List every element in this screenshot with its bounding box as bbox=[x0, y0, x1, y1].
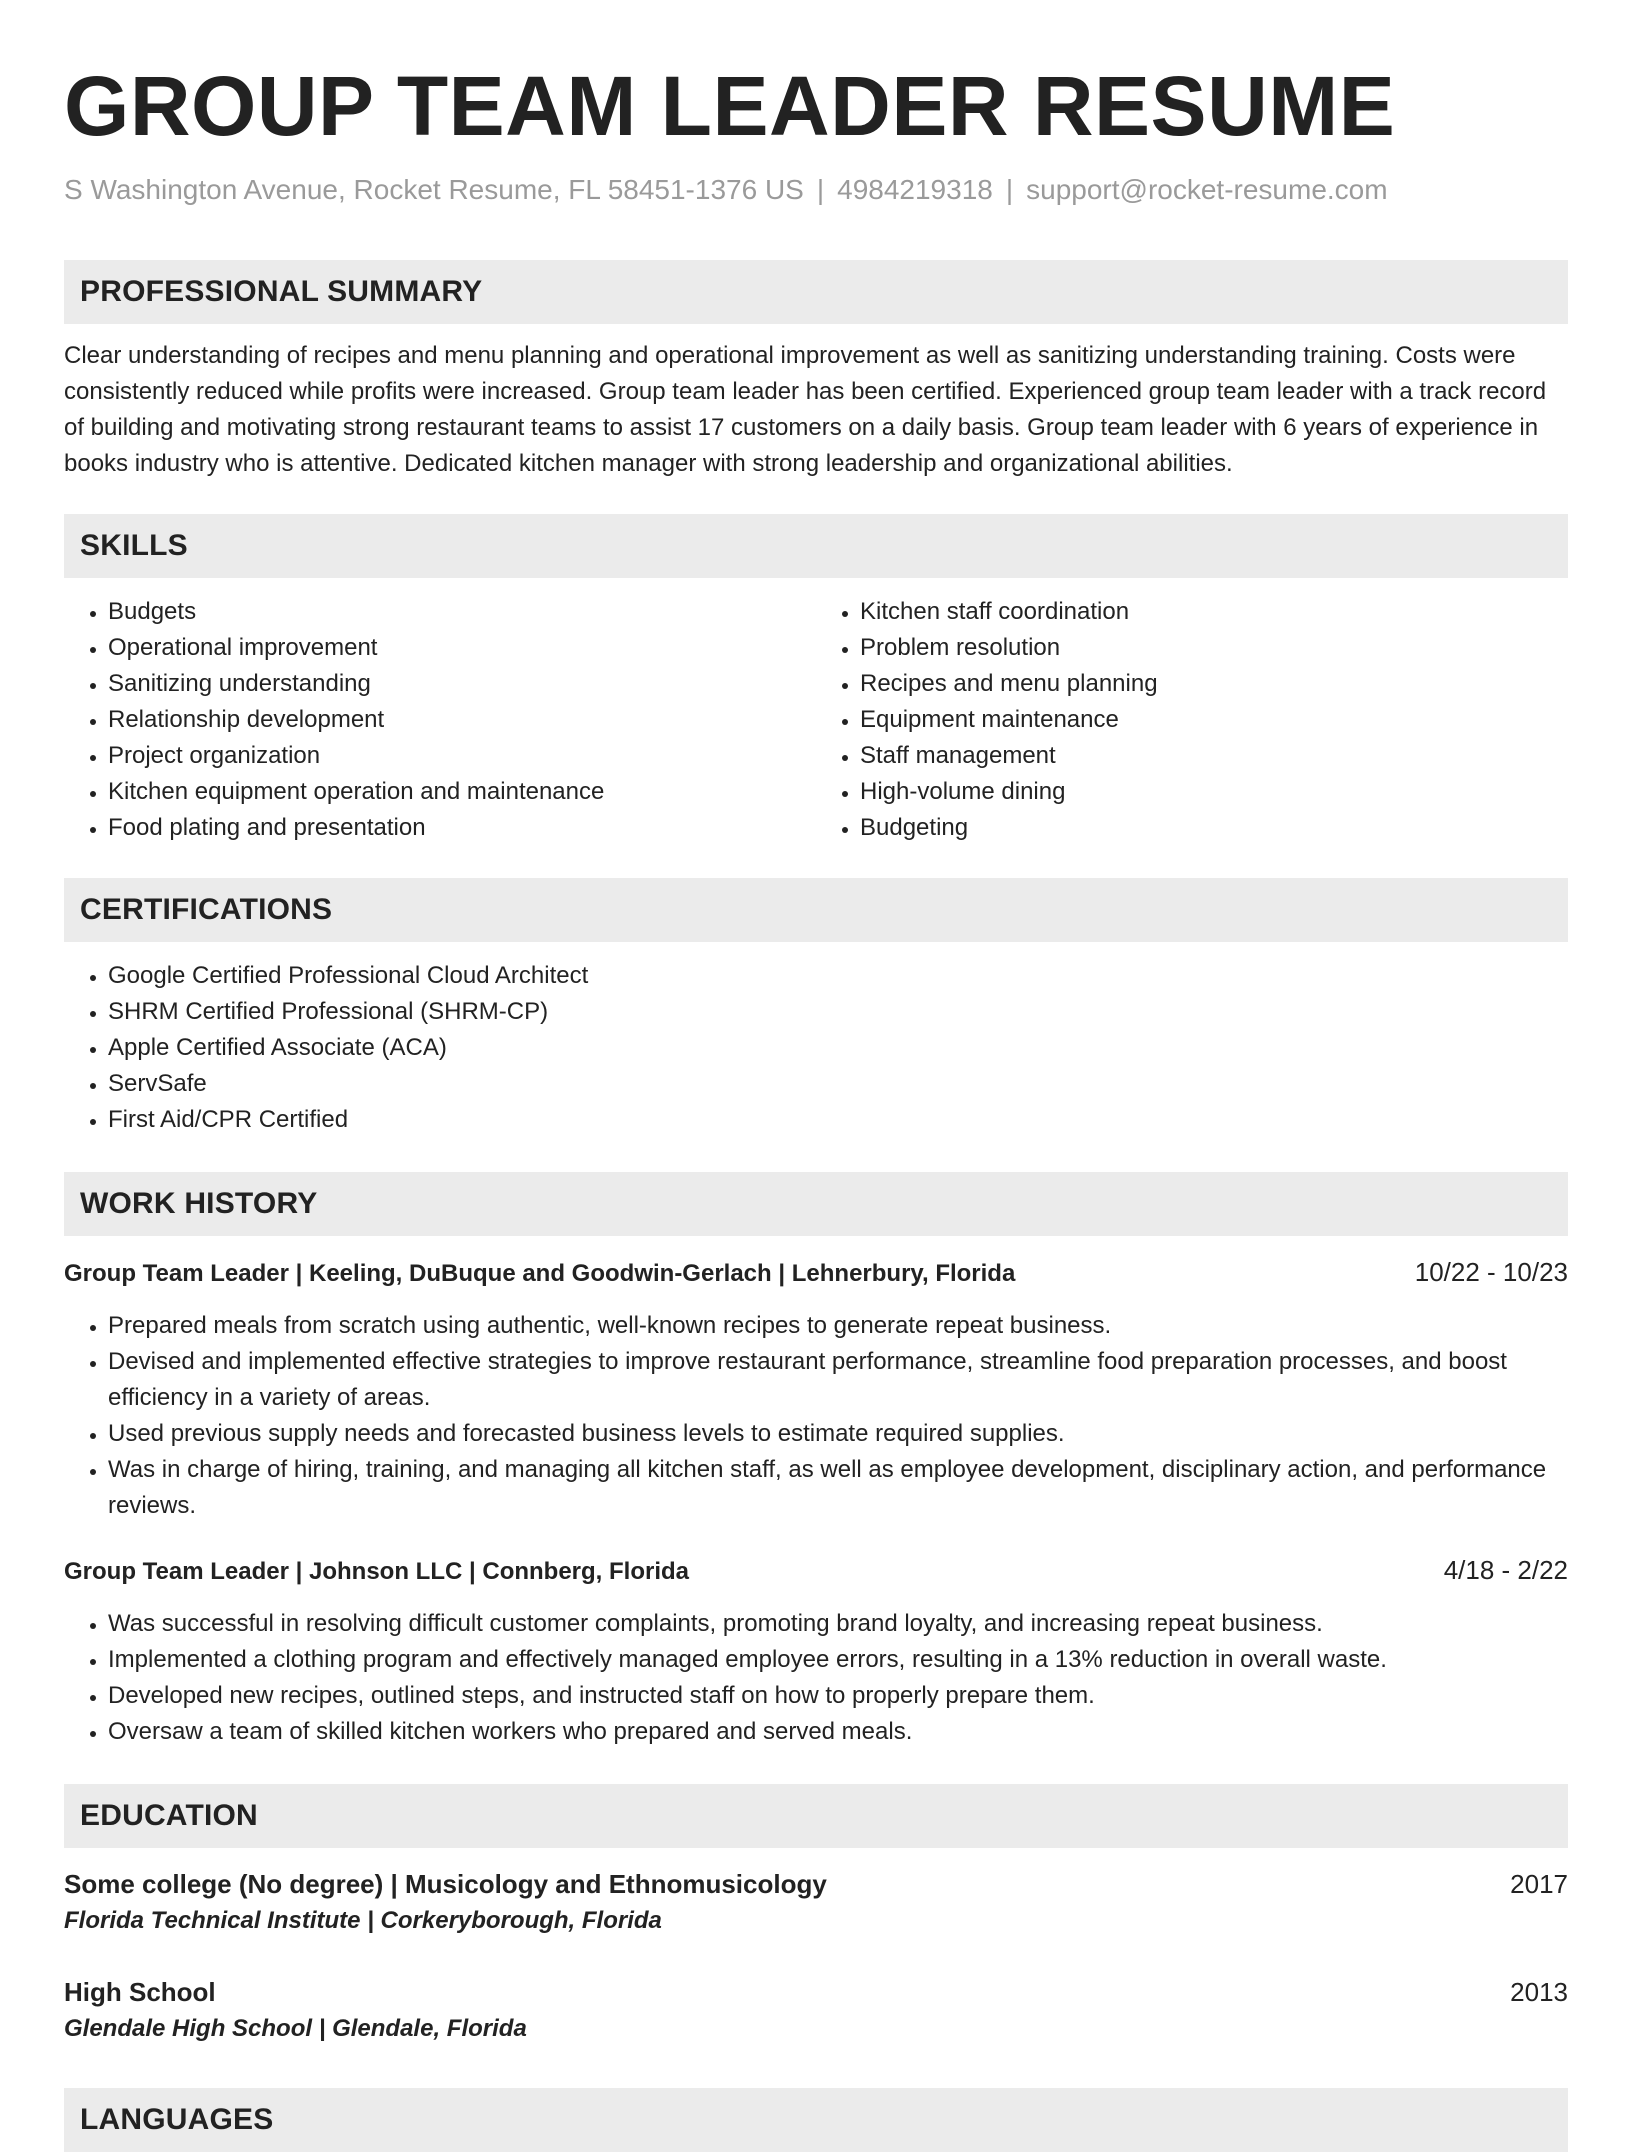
skill-item: • High-volume dining bbox=[860, 774, 1568, 810]
skill-item: • Staff management bbox=[860, 738, 1568, 774]
education-degree: Some college (No degree) | Musicology and Ethnomusicology bbox=[64, 1869, 827, 1899]
skill-item: • Problem resolution bbox=[860, 630, 1568, 666]
job-bullet: • Implemented a clothing program and effectively managed employee errors, resulting in a 13% reduction in overall waste. bbox=[108, 1642, 1568, 1678]
skill-item: • Project organization bbox=[108, 738, 816, 774]
skills-list-left bbox=[64, 594, 816, 846]
work-history-heading: WORK HISTORY bbox=[64, 1172, 1568, 1236]
education-year: 2017 bbox=[1510, 1869, 1568, 1899]
education-school: Glendale High School | Glendale, Florida bbox=[64, 2015, 527, 2042]
job-bullet: • Used previous supply needs and forecasted business levels to estimate required supplies. bbox=[108, 1416, 1568, 1452]
certification-item: • Google Certified Professional Cloud Architect bbox=[108, 958, 1568, 994]
languages-heading: LANGUAGES bbox=[64, 2088, 1568, 2152]
education-degree: High School bbox=[64, 1977, 216, 2007]
job-header bbox=[64, 1254, 1568, 1292]
education-year: 2013 bbox=[1510, 1977, 1568, 2007]
skills-grid bbox=[64, 594, 1568, 846]
skill-item: • Kitchen equipment operation and maintenance bbox=[108, 774, 816, 810]
job-bullet: • Was in charge of hiring, training, and managing all kitchen staff, as well as employee development, disciplinary action, and performance reviews. bbox=[108, 1452, 1568, 1524]
education-header bbox=[64, 1974, 1568, 2010]
job-bullet: • Was successful in resolving difficult customer complaints, promoting brand loyalty, and increasing repeat business. bbox=[108, 1606, 1568, 1642]
skill-item: • Recipes and menu planning bbox=[860, 666, 1568, 702]
job-title: Group Team Leader | Johnson LLC | Connberg, Florida bbox=[64, 1558, 690, 1585]
job-bullet: • Developed new recipes, outlined steps, and instructed staff on how to properly prepare them. bbox=[108, 1678, 1568, 1714]
job-title: Group Team Leader | Keeling, DuBuque and Goodwin-Gerlach | Lehnerbury, Florida bbox=[64, 1260, 1016, 1287]
skill-item: • Kitchen staff coordination bbox=[860, 594, 1568, 630]
education-heading: EDUCATION bbox=[64, 1784, 1568, 1848]
contact-email: support@rocket-resume.com bbox=[1026, 174, 1388, 205]
skill-item: • Operational improvement bbox=[108, 630, 816, 666]
skill-item: • Equipment maintenance bbox=[860, 702, 1568, 738]
education-header bbox=[64, 1866, 1568, 1902]
skill-item: • Relationship development bbox=[108, 702, 816, 738]
job-bullet: • Prepared meals from scratch using authentic, well-known recipes to generate repeat business. bbox=[108, 1308, 1568, 1344]
education-entry bbox=[64, 1974, 1568, 2048]
skill-item: • Budgeting bbox=[860, 810, 1568, 846]
contact-phone: 4984219318 bbox=[837, 174, 993, 205]
certifications-list bbox=[64, 958, 1568, 1138]
contact-address: S Washington Avenue, Rocket Resume, FL 58451-1376 US bbox=[64, 174, 804, 205]
certification-item: • Apple Certified Associate (ACA) bbox=[108, 1030, 1568, 1066]
skills-list-right bbox=[816, 594, 1568, 846]
job-bullet: • Devised and implemented effective strategies to improve restaurant performance, streamline food preparation processes, and boost efficiency in a variety of areas. bbox=[108, 1344, 1568, 1416]
certification-item: • First Aid/CPR Certified bbox=[108, 1102, 1568, 1138]
education-entry bbox=[64, 1866, 1568, 1940]
certification-item: • SHRM Certified Professional (SHRM-CP) bbox=[108, 994, 1568, 1030]
job-entry bbox=[64, 1552, 1568, 1750]
job-bullet: • Oversaw a team of skilled kitchen workers who prepared and served meals. bbox=[108, 1714, 1568, 1750]
contact-separator: | bbox=[816, 174, 825, 205]
job-bullets bbox=[64, 1606, 1568, 1750]
certification-item: • ServSafe bbox=[108, 1066, 1568, 1102]
job-bullets bbox=[64, 1308, 1568, 1524]
contact-separator: | bbox=[1005, 174, 1014, 205]
job-header bbox=[64, 1552, 1568, 1590]
education-school: Florida Technical Institute | Corkeryborough, Florida bbox=[64, 1907, 662, 1934]
job-dates: 4/18 - 2/22 bbox=[1443, 1555, 1568, 1585]
skill-item: • Food plating and presentation bbox=[108, 810, 816, 846]
skill-item: • Sanitizing understanding bbox=[108, 666, 816, 702]
skill-item: • Budgets bbox=[108, 594, 816, 630]
job-dates: 10/22 - 10/23 bbox=[1414, 1257, 1568, 1287]
page-title: GROUP TEAM LEADER RESUME bbox=[64, 59, 1396, 153]
contact-line bbox=[64, 172, 1568, 208]
summary-text: Clear understanding of recipes and menu planning and operational improvement as well as sanitizing understanding training. Costs were consistently reduced while profits were increased. Group team leader has been certified. Experienced group team leader with a track record of building and motivating strong restaurant teams to assist 17 customers on a daily basis. Group team leader with 6 years of experience in books industry who is attentive. Dedicated kitchen manager with strong leadership and organizational abilities. bbox=[64, 342, 1547, 477]
certifications-heading: CERTIFICATIONS bbox=[64, 878, 1568, 942]
skills-heading: SKILLS bbox=[64, 514, 1568, 578]
summary-heading: PROFESSIONAL SUMMARY bbox=[64, 260, 1568, 324]
job-entry bbox=[64, 1254, 1568, 1524]
